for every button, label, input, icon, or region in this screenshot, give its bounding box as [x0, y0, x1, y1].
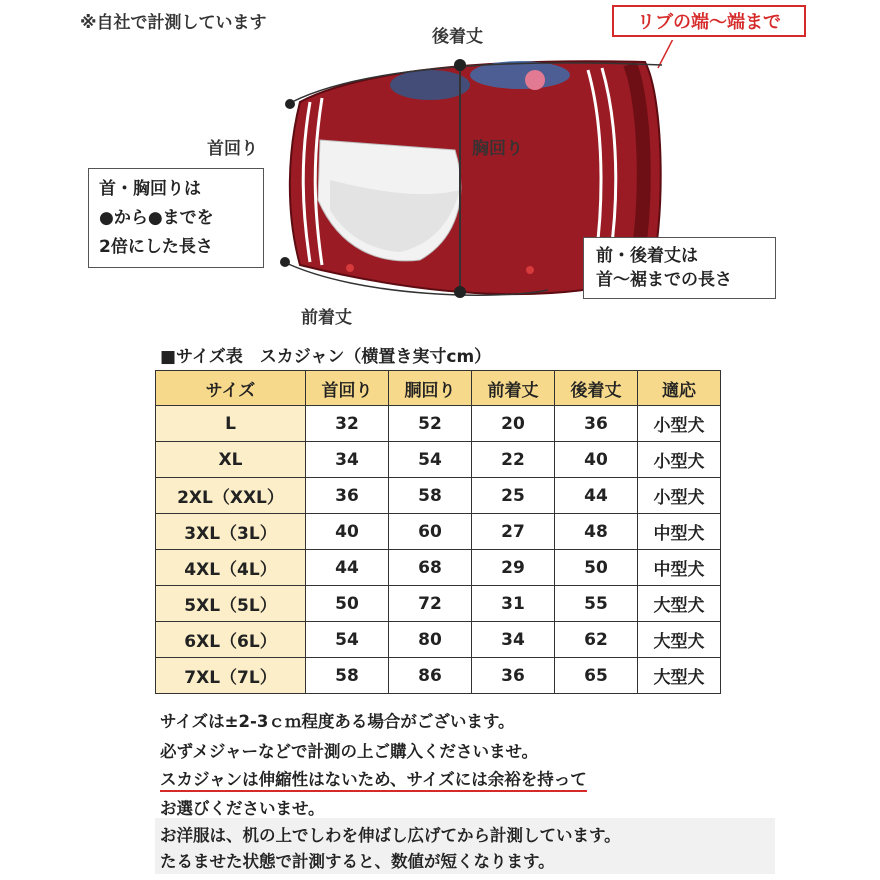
- rib-callout: リブの端〜端まで: [612, 5, 806, 37]
- value-cell: 62: [555, 622, 638, 658]
- value-cell: 36: [555, 406, 638, 442]
- value-cell: 中型犬: [638, 514, 721, 550]
- explainer-line: ●から●までを: [99, 208, 214, 228]
- size-cell: L: [156, 406, 306, 442]
- embroidery-flower: [525, 70, 545, 90]
- value-cell: 54: [389, 442, 472, 478]
- note-choose: お選びくださいませ。: [160, 799, 325, 818]
- size-cell: 4XL（4L）: [156, 550, 306, 586]
- size-cell: 7XL（7L）: [156, 658, 306, 694]
- value-cell: 大型犬: [638, 658, 721, 694]
- size-cell: 5XL（5L）: [156, 586, 306, 622]
- value-cell: 34: [472, 622, 555, 658]
- value-cell: 60: [389, 514, 472, 550]
- table-row: [156, 478, 721, 514]
- note-no-stretch: スカジャンは伸縮性はないため、サイズには余裕を持って: [160, 766, 587, 792]
- note-tolerance: サイズは±2-3ｃｍ程度ある場合がございます。: [160, 712, 515, 731]
- value-cell: 36: [472, 658, 555, 694]
- value-cell: 中型犬: [638, 550, 721, 586]
- value-cell: 29: [472, 550, 555, 586]
- value-cell: 大型犬: [638, 622, 721, 658]
- value-cell: 65: [555, 658, 638, 694]
- table-row: [156, 622, 721, 658]
- value-cell: 小型犬: [638, 442, 721, 478]
- length-explainer: [583, 237, 776, 299]
- explainer-line: 2倍にした長さ: [99, 237, 213, 257]
- value-cell: 44: [306, 550, 389, 586]
- size-cell: 6XL（6L）: [156, 622, 306, 658]
- header-cell: 適応: [638, 371, 721, 406]
- embroidery-dragon-left: [390, 70, 470, 100]
- value-cell: 68: [389, 550, 472, 586]
- note-method: お洋服は、机の上でしわを伸ばし広げてから計測しています。: [160, 826, 621, 845]
- header-cell: サイズ: [156, 371, 306, 406]
- value-cell: 55: [555, 586, 638, 622]
- value-cell: 34: [306, 442, 389, 478]
- value-cell: 80: [389, 622, 472, 658]
- table-header-row: [156, 371, 721, 406]
- snap-button-1: [346, 264, 354, 272]
- value-cell: 50: [555, 550, 638, 586]
- neck-label: 首回り: [207, 139, 258, 159]
- rib-callout-line: [658, 40, 675, 68]
- header-cell: 胴回り: [389, 371, 472, 406]
- explainer-line: 前・後着丈は: [596, 246, 698, 266]
- value-cell: 48: [555, 514, 638, 550]
- size-table: [155, 370, 721, 694]
- front-length-label: 前着丈: [301, 308, 352, 328]
- marker-top: [454, 59, 466, 71]
- value-cell: 20: [472, 406, 555, 442]
- table-row: [156, 586, 721, 622]
- explainer-line: 首〜裾までの長さ: [596, 270, 732, 290]
- measure-note: ※自社で計測しています: [80, 13, 267, 33]
- back-length-label: 後着丈: [432, 27, 483, 47]
- note-measure: 必ずメジャーなどで計測の上ご購入くださいませ。: [160, 742, 539, 761]
- value-cell: 44: [555, 478, 638, 514]
- value-cell: 大型犬: [638, 586, 721, 622]
- value-cell: 72: [389, 586, 472, 622]
- value-cell: 40: [555, 442, 638, 478]
- value-cell: 86: [389, 658, 472, 694]
- value-cell: 58: [306, 658, 389, 694]
- value-cell: 22: [472, 442, 555, 478]
- table-row: [156, 658, 721, 694]
- value-cell: 40: [306, 514, 389, 550]
- table-row: [156, 514, 721, 550]
- size-cell: XL: [156, 442, 306, 478]
- chest-label: 胸回り: [472, 139, 523, 159]
- table-row: [156, 442, 721, 478]
- note-slack: たるませた状態で計測すると、数値が短くなります。: [160, 852, 555, 871]
- value-cell: 25: [472, 478, 555, 514]
- value-cell: 50: [306, 586, 389, 622]
- value-cell: 31: [472, 586, 555, 622]
- snap-button-2: [526, 266, 534, 274]
- value-cell: 小型犬: [638, 406, 721, 442]
- marker-bottom: [454, 286, 466, 298]
- size-cell: 2XL（XXL）: [156, 478, 306, 514]
- marker-neck-bottom: [280, 257, 290, 267]
- header-cell: 首回り: [306, 371, 389, 406]
- neck-chest-explainer: [88, 168, 264, 268]
- explainer-line: 首・胸回りは: [99, 179, 201, 199]
- marker-neck-top: [285, 99, 295, 109]
- value-cell: 52: [389, 406, 472, 442]
- table-row: [156, 406, 721, 442]
- value-cell: 小型犬: [638, 478, 721, 514]
- header-cell: 前着丈: [472, 371, 555, 406]
- size-cell: 3XL（3L）: [156, 514, 306, 550]
- header-cell: 後着丈: [555, 371, 638, 406]
- value-cell: 58: [389, 478, 472, 514]
- value-cell: 36: [306, 478, 389, 514]
- value-cell: 32: [306, 406, 389, 442]
- value-cell: 54: [306, 622, 389, 658]
- table-title: ■サイズ表 スカジャン（横置き実寸cm）: [160, 347, 492, 367]
- table-row: [156, 550, 721, 586]
- value-cell: 27: [472, 514, 555, 550]
